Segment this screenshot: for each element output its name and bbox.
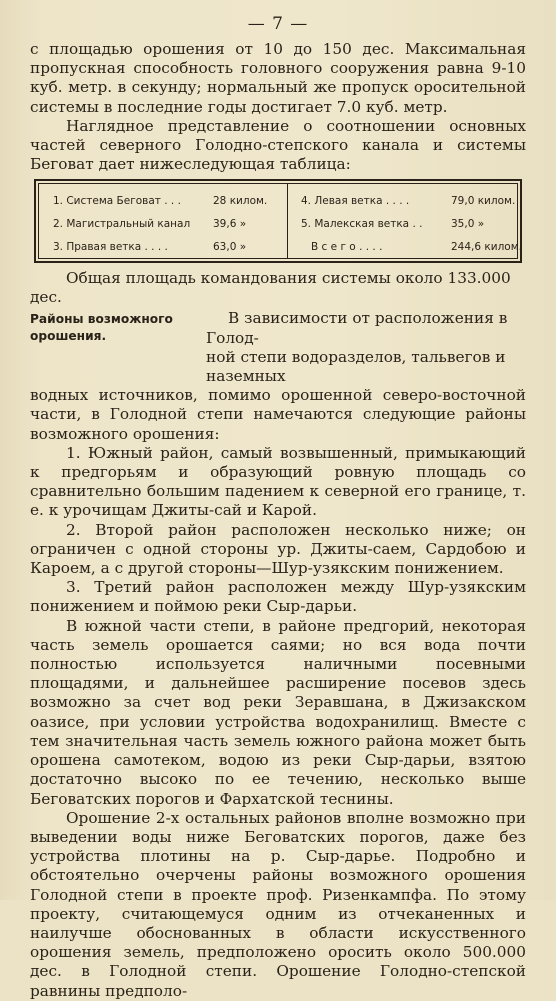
paragraph-capacity: с площадью орошения от 10 до 150 дес. Максимальная пропускная способность головного сооружения равна 9-10 куб. метр. в секунду; нормальный же пропуск оросительной системы в последние годы достигает 7.0 куб. метр.	[30, 40, 526, 116]
paragraph-lead-line2: ной степи водоразделов, тальвегов и наземных	[206, 347, 506, 386]
list-item-region-1: 1. Южный район, самый возвышенный, примыкающий к предгорьям и образующий ровную площадь со сравнительно большим падением к северной его границе, т. е. к урочищам Джиты-сай и Карой.	[30, 443, 526, 520]
paragraph-lead-line1: В зависимости от расположения в Голод-	[206, 309, 508, 347]
table-cell-name: 2. Магистральный канал	[53, 218, 191, 231]
canal-length-table	[34, 179, 522, 263]
table-cell-value: 79,0 килом.	[451, 195, 516, 208]
total-area-line: Общая площадь командования системы около 133.000 дес.	[30, 269, 511, 307]
side-heading: Районы возможного орошения.	[30, 312, 173, 344]
table-cell-value: 35,0 »	[451, 218, 485, 231]
table-cell-name: 3. Правая ветка . . . .	[53, 241, 168, 254]
list-item-region-3: 3. Третий район расположен между Шур-узякским понижением и поймою реки Сыр-дарьи.	[30, 578, 526, 616]
table-cell-name: 4. Левая ветка . . . .	[301, 195, 410, 208]
table-cell-value: 63,0 »	[213, 241, 247, 254]
paragraph-southern-part: В южной части степи, в районе предгорий, некоторая часть земель орошается саями; но вся вода почти полностью используется наличными посевными площадями, и дальнейшее расширение посевов здесь возможно за счет вод реки Зеравшана, в Джизакском оазисе, при условии устройства водохранилищ. Вместе с тем значительная часть земель южного района может быть орошена самотеком, водою из реки Сыр-дарьи, взятою достаточно высоко по ее течению, несколько выше Беговатских порогов и Фархатской теснины.	[30, 616, 526, 808]
table-cell-total-label: В с е г о . . . .	[311, 241, 383, 254]
paragraph-regions-intro: водных источников, помимо орошенной северо-восточной части, в Голодной степи намечаются следующие районы возможного орошения:	[30, 386, 526, 443]
page-number: — 7 —	[247, 14, 309, 34]
list-item-region-2: 2. Второй район расположен несколько ниже; он ограничен с одной стороны ур. Джиты-саем, Сардобою и Кароем, а с другой стороны—Шур-узякским понижением.	[30, 520, 526, 578]
table-cell-name: 5. Малекская ветка . .	[301, 218, 423, 231]
table-cell-total-value: 244,6 килом.	[451, 241, 522, 254]
paragraph-table-intro: Наглядное представление о соотношении основных частей северного Голодно-степского канала и системы Беговат дает нижеследующая таблица:	[30, 116, 526, 174]
table-cell-value: 39,6 »	[213, 218, 247, 231]
table-cell-name: 1. Система Беговат . . .	[53, 195, 181, 208]
table-divider	[287, 184, 288, 258]
irrigation-regions-section	[30, 309, 526, 443]
table-cell-value: 28 килом.	[213, 195, 268, 208]
paragraph-remaining-regions: Орошение 2-х остальных районов вполне возможно при выведении воды ниже Беговатских порогов, даже без устройства плотины на р. Сыр-дарье. Подробно и обстоятельно очерчены районы возможного орошения Голодной степи в проекте проф. Ризенкампфа. По этому проекту, считающемуся одним из отчеканенных и наилучше обоснованных в области искусственного орошения земель, предположено оросить около 500.000 дес. в Голодной степи. Орошение Голодно-степской равнины предполо-	[30, 808, 526, 1000]
